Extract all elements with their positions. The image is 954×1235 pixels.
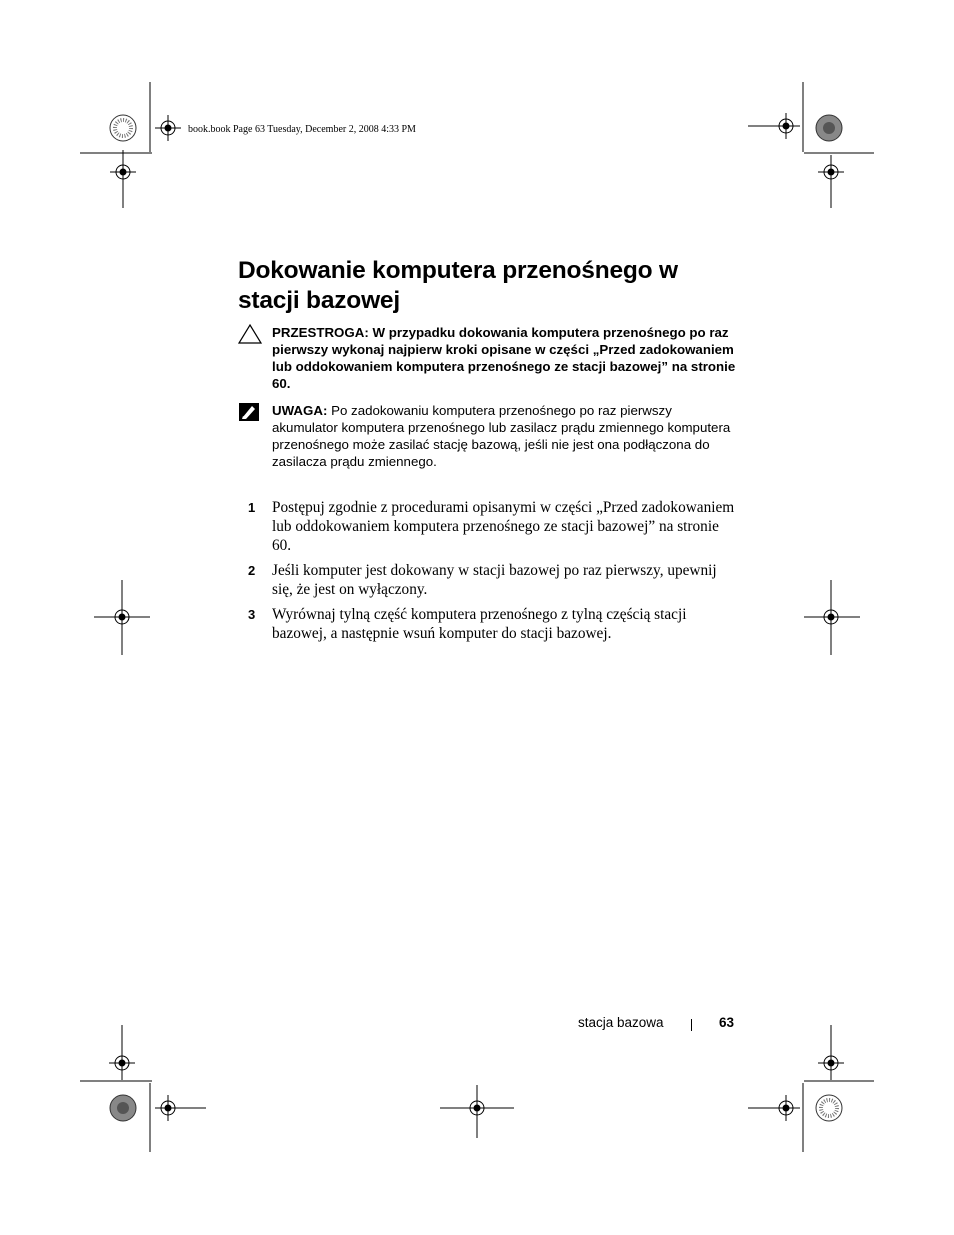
note-label: UWAGA:: [272, 403, 328, 418]
registration-mark: [155, 115, 181, 141]
caution-triangle-icon: [238, 324, 262, 348]
page-number: 63: [719, 1015, 735, 1030]
caution-text: W przypadku dokowania komputera przenośnego po raz pierwszy wykonaj najpierw kroki opisane w części „Przed zadokowaniem lub oddokowaniem komputera przenośnego ze stacji bazowej” na stronie 60.: [272, 325, 736, 391]
footer-section-name: stacja bazowa: [578, 1015, 664, 1030]
step-number: 3: [248, 607, 256, 622]
footer-divider: [691, 1019, 692, 1031]
step-number: 1: [248, 500, 256, 515]
print-slug: book.book Page 63 Tuesday, December 2, 2008 4:33 PM: [188, 124, 416, 135]
step-text: Jeśli komputer jest dokowany w stacji bazowej po raz pierwszy, upewnij się, że jest on wyłączony.: [272, 562, 717, 598]
procedure-steps: [238, 498, 738, 649]
caution-notice: [238, 324, 738, 392]
page-title: Dokowanie komputera przenośnego w stacji bazowej: [238, 257, 678, 314]
list-item: [238, 605, 738, 643]
step-text: Wyrównaj tylną część komputera przenośnego z tylną częścią stacji bazowej, a następnie wsuń komputer do stacji bazowej.: [272, 606, 687, 642]
star-target-mark: [110, 1095, 136, 1121]
star-target-mark: [816, 1095, 842, 1121]
note-notice: [238, 402, 738, 470]
step-text: Postępuj zgodnie z procedurami opisanymi w części „Przed zadokowaniem lub oddokowaniem komputera przenośnego ze stacji bazowej” na stronie 60.: [272, 499, 735, 554]
star-target-mark: [110, 115, 136, 141]
step-number: 2: [248, 563, 256, 578]
list-item: [238, 561, 738, 599]
note-pencil-icon: [238, 402, 260, 426]
note-text: Po zadokowaniu komputera przenośnego po raz pierwszy akumulator komputera przenośnego lub zasilacz prądu zmiennego komputera przenośnego może zasilać stację bazową, jeśli nie jest ona podłączona do zasilacza prądu zmiennego.: [272, 403, 731, 469]
caution-label: PRZESTROGA:: [272, 325, 369, 340]
list-item: [238, 498, 738, 555]
star-target-mark: [816, 115, 842, 141]
